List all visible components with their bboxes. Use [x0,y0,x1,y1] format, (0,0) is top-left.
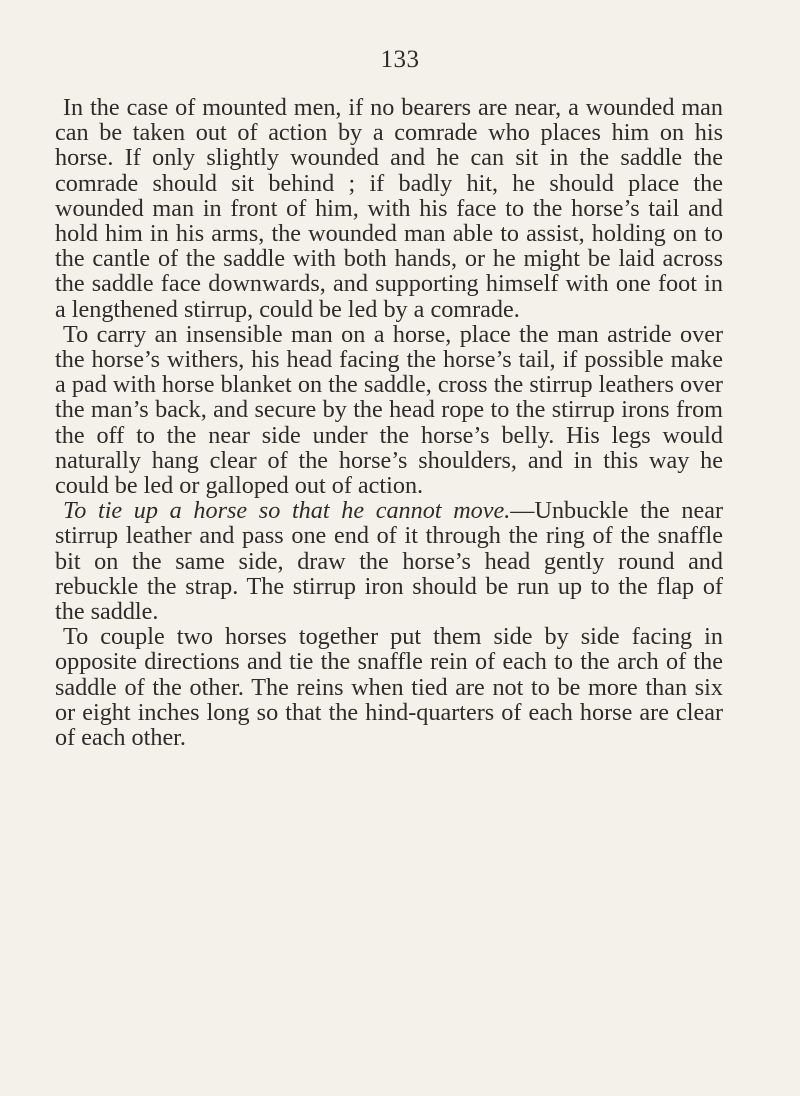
paragraph-tie-up-horse [55,498,723,624]
body-text [55,95,723,750]
paragraph-insensible-man: To carry an insensible man on a horse, place the man astride over the horse’s withers, his head facing the horse’s tail, if possible make a pad with horse blanket on the saddle, cross the stirrup leathers over the man’s back, and secure by the head rope to the stirrup irons from the off to the near side under the horse’s belly. His legs would naturally hang clear of the horse’s shoulders, and in this way he could be led or galloped out of action. [55,320,723,500]
section-heading-tie-up-horse: To tie up a horse so that he cannot move. [63,497,511,525]
paragraph-mounted-men: In the case of mounted men, if no bearers are near, a wounded man can be taken out of action by a comrade who places him on his horse. If only slightly wounded and he can sit in the saddle the comrade should sit behind ; if badly hit, he should place the wounded man in front of him, with his face to the horse’s tail and hold him in his arms, the wounded man able to assist, holding on to the cantle of the saddle with both hands, or he might be laid across the saddle face downwards, and supporting himself with one foot in a lengthened stirrup, could be led by a comrade. [55,94,723,323]
page-number: 133 [380,46,420,73]
paragraph-tie-up-horse-text: —Unbuckle the near stirrup leather and pass one end of it through the ring of the snaffle bit on the same side, draw the horse’s head gently round and rebuckle the strap. The stirrup iron should be run up to the flap of the saddle. [55,497,723,626]
paragraph-couple-horses: To couple two horses together put them side by side facing in opposite directions and tie the snaffle rein of each to the arch of the saddle of the other. The reins when tied are not to be more than six or eight inches long so that the hind-quarters of each horse are clear of each other. [55,623,723,752]
